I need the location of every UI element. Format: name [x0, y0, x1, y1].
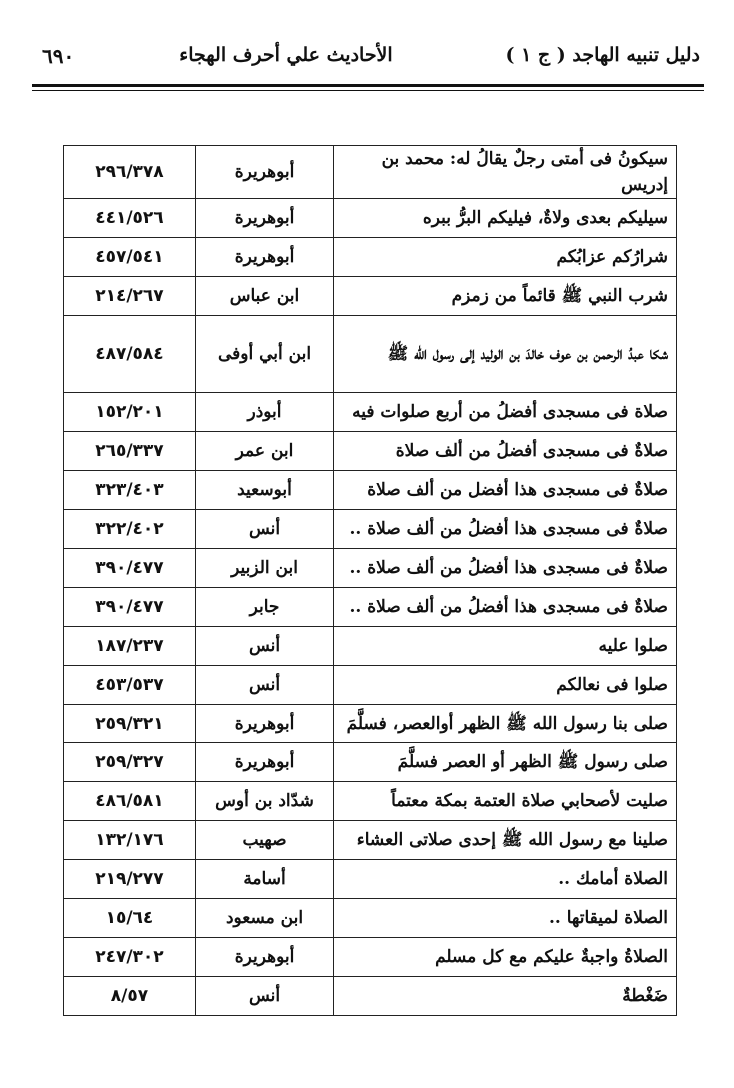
section-title: الأحاديث علي أحرف الهجاء — [179, 44, 393, 66]
table-row — [64, 315, 677, 393]
reference: ٣٩٠/٤٧٧ — [64, 549, 196, 588]
reference: ١٥/٦٤ — [64, 899, 196, 938]
reference: ٣٢٣/٤٠٣ — [64, 471, 196, 510]
hadith-text: صلى بنا رسول الله ﷺ الظهر أوالعصر، فسلَّمَ — [334, 704, 677, 743]
narrator: أبوهريرة — [195, 146, 333, 199]
narrator: أنس — [195, 626, 333, 665]
narrator: أنس — [195, 510, 333, 549]
header-rule-thin — [32, 90, 704, 91]
narrator: ابن عباس — [195, 276, 333, 315]
hadith-text: الصلاة لميقاتها .. — [334, 899, 677, 938]
narrator: ابن مسعود — [195, 899, 333, 938]
reference: ٤٤١/٥٢٦ — [64, 199, 196, 238]
reference: ٣٢٢/٤٠٢ — [64, 510, 196, 549]
hadith-text: شرب النبي ﷺ قائماً من زمزم — [334, 276, 677, 315]
hadith-index-table — [63, 145, 677, 1016]
hadith-text: صلى رسول ﷺ الظهر أو العصر فسلَّمَ — [334, 743, 677, 782]
reference: ٢٤٧/٣٠٢ — [64, 937, 196, 976]
reference: ٢١٩/٢٧٧ — [64, 860, 196, 899]
header-rule-thick — [32, 84, 704, 87]
reference: ٢٥٩/٣٢١ — [64, 704, 196, 743]
narrator: أنس — [195, 976, 333, 1015]
table-row — [64, 899, 677, 938]
table-row — [64, 587, 677, 626]
narrator: شدّاد بن أوس — [195, 782, 333, 821]
narrator: ابن عمر — [195, 432, 333, 471]
hadith-text: صلاةٌ فى مسجدى هذا أفضلُ من ألف صلاة .. — [334, 587, 677, 626]
hadith-text: شكا عبدُ الرحمن بن عوف خالدَ بن الوليد إلى رسول الله ﷺ — [334, 315, 677, 393]
table-row — [64, 626, 677, 665]
narrator: ابن أبي أوفى — [195, 315, 333, 393]
table-row — [64, 937, 677, 976]
reference: ٤٨٧/٥٨٤ — [64, 315, 196, 393]
narrator: أنس — [195, 665, 333, 704]
narrator: أبوهريرة — [195, 704, 333, 743]
table-row — [64, 393, 677, 432]
table-row — [64, 782, 677, 821]
page-number: ٦٩٠ — [42, 44, 75, 68]
hadith-text: صلاةٌ فى مسجدى هذا أفضلُ من ألف صلاة .. — [334, 510, 677, 549]
table-row — [64, 471, 677, 510]
narrator: أبوسعيد — [195, 471, 333, 510]
reference: ١٨٧/٢٣٧ — [64, 626, 196, 665]
page-header — [36, 44, 700, 74]
hadith-text: صلوا عليه — [334, 626, 677, 665]
table-row — [64, 146, 677, 199]
hadith-text: صلاة فى مسجدى أفضلُ من أربع صلوات فيه — [334, 393, 677, 432]
table-row — [64, 704, 677, 743]
hadith-text: صلينا مع رسول الله ﷺ إحدى صلاتى العشاء — [334, 821, 677, 860]
narrator: جابر — [195, 587, 333, 626]
hadith-text: سيكونُ فى أمتى رجلٌ يقالُ له: محمد بن إدريس — [334, 146, 677, 199]
narrator: صهيب — [195, 821, 333, 860]
hadith-text: ضَغْطةٌ — [334, 976, 677, 1015]
narrator: أسامة — [195, 860, 333, 899]
hadith-text: صلاةٌ فى مسجدى أفضلُ من ألف صلاة — [334, 432, 677, 471]
hadith-text: صلوا فى نعالكم — [334, 665, 677, 704]
narrator: أبوهريرة — [195, 237, 333, 276]
reference: ٢٥٩/٣٢٧ — [64, 743, 196, 782]
table-row — [64, 976, 677, 1015]
hadith-text: صلاةٌ فى مسجدى هذا أفضل من ألف صلاة — [334, 471, 677, 510]
narrator: أبوهريرة — [195, 199, 333, 238]
table-row — [64, 860, 677, 899]
book-title: دليل تنبيه الهاجد ( ج ١ ) — [505, 44, 700, 66]
table-row — [64, 821, 677, 860]
reference: ٢١٤/٢٦٧ — [64, 276, 196, 315]
hadith-text: صلاةٌ فى مسجدى هذا أفضلُ من ألف صلاة .. — [334, 549, 677, 588]
table-row — [64, 199, 677, 238]
table-row — [64, 510, 677, 549]
reference: ٤٥٣/٥٣٧ — [64, 665, 196, 704]
narrator: أبوهريرة — [195, 743, 333, 782]
narrator: أبوذر — [195, 393, 333, 432]
hadith-text: صليت لأصحابي صلاة العتمة بمكة معتماً — [334, 782, 677, 821]
table-row — [64, 665, 677, 704]
reference: ١٣٢/١٧٦ — [64, 821, 196, 860]
table-row — [64, 432, 677, 471]
reference: ٨/٥٧ — [64, 976, 196, 1015]
reference: ٢٦٥/٣٣٧ — [64, 432, 196, 471]
narrator: أبوهريرة — [195, 937, 333, 976]
hadith-text: شرارُكم عزابُكم — [334, 237, 677, 276]
table-row — [64, 276, 677, 315]
reference: ٤٨٦/٥٨١ — [64, 782, 196, 821]
hadith-text: الصلاةُ واجبةٌ عليكم مع كل مسلم — [334, 937, 677, 976]
hadith-text: سيليكم بعدى ولاةٌ، فيليكم البرُّ ببره — [334, 199, 677, 238]
table-row — [64, 743, 677, 782]
reference: ٢٩٦/٣٧٨ — [64, 146, 196, 199]
reference: ٣٩٠/٤٧٧ — [64, 587, 196, 626]
hadith-text: الصلاة أمامك .. — [334, 860, 677, 899]
narrator: ابن الزبير — [195, 549, 333, 588]
reference: ٤٥٧/٥٤١ — [64, 237, 196, 276]
table-row — [64, 237, 677, 276]
table-row — [64, 549, 677, 588]
reference: ١٥٢/٢٠١ — [64, 393, 196, 432]
